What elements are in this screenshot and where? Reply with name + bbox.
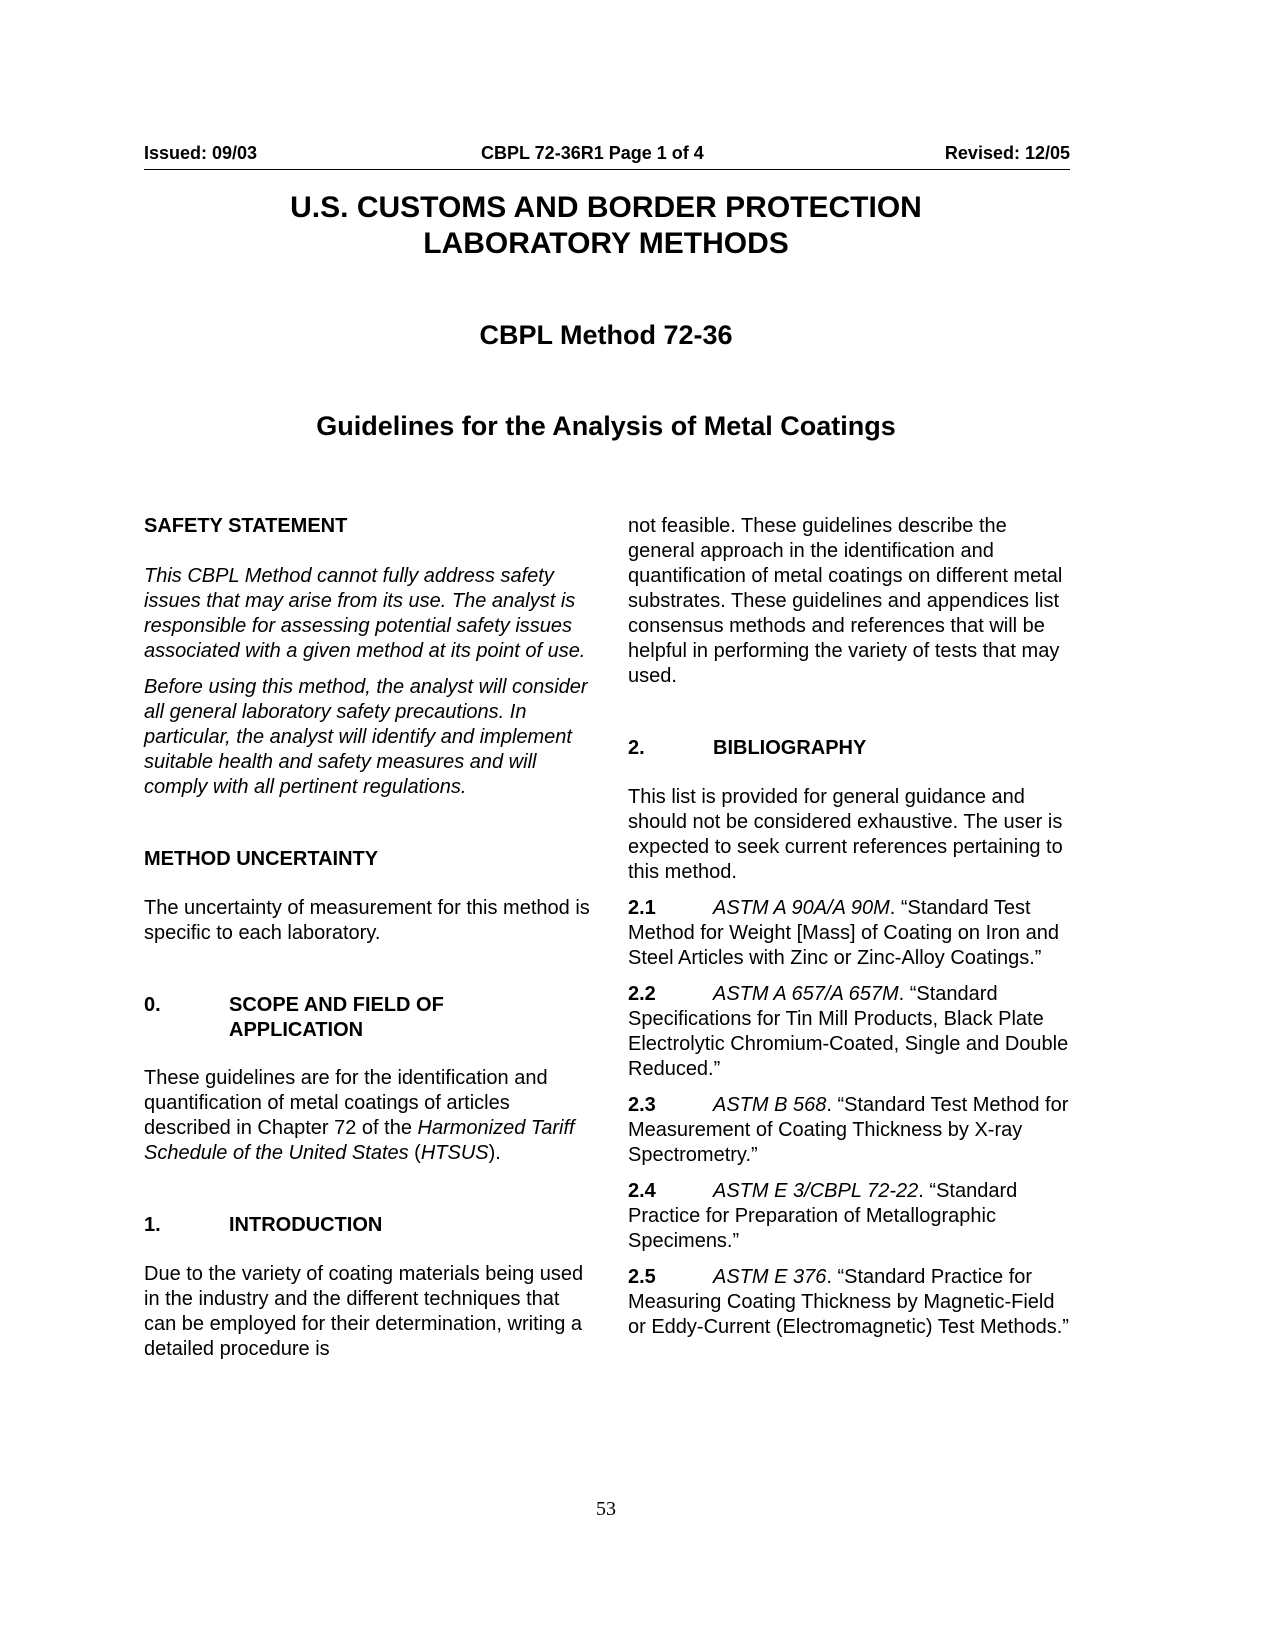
htsus-abbrev: HTSUS [420,1142,489,1164]
uncertainty-heading: METHOD UNCERTAINTY [144,848,379,870]
reference-item [628,1179,1073,1254]
reference-number: 2.1 [628,897,656,919]
method-title: CBPL Method 72-36 [479,320,733,350]
page-number: 53 [596,1498,616,1520]
series-title: LABORATORY METHODS [423,227,789,260]
safety-heading: SAFETY STATEMENT [144,515,348,537]
safety-paragraph-2: Before using this method, the analyst will consider all general laboratory safety precautions. In particular, the analyst will identify and implement suitable health and safety measures and will comply with all pertinent regulations. [144,676,588,798]
uncertainty-paragraph: The uncertainty of measurement for this method is specific to each laboratory. [144,897,590,944]
revised-date: Revised: 12/05 [944,143,1070,163]
reference-number: 2.4 [628,1180,656,1202]
scope-number: 0. [144,994,161,1016]
scope-heading-text: SCOPE AND FIELD OF APPLICATION [229,994,444,1041]
running-header [144,143,1070,170]
bibliography-paragraph: This list is provided for general guidance and should not be considered exhaustive. The user is expected to seek current references pertaining to this method. [628,786,1063,883]
reference-title: . “Standard Test Method for Measurement of Coating Thickness by X-ray Spectrometry.” [628,1094,1069,1166]
document-id: CBPL 72-36R1 Page 1 of 4 [481,143,704,163]
reference-item [628,982,1073,1082]
intro-heading [144,1213,594,1238]
reference-standard: ASTM A 657/A 657M [713,983,899,1005]
reference-standard: ASTM E 3/CBPL 72-22 [713,1180,919,1202]
right-column [628,514,1073,1340]
subject-title: Guidelines for the Analysis of Metal Coatings [316,411,896,441]
reference-standard: ASTM B 568 [713,1094,827,1116]
reference-number: 2.2 [628,983,656,1005]
issued-date: Issued: 09/03 [144,143,258,163]
scope-text: ( [408,1142,421,1164]
reference-title: . “Standard Practice for Preparation of Metallographic Specimens.” [628,1180,1018,1252]
scope-heading [144,993,594,1043]
reference-title: . “Standard Practice for Measuring Coating Thickness by Magnetic-Field or Eddy-Current (Electromagnetic) Test Methods.” [628,1266,1069,1338]
agency-title: U.S. CUSTOMS AND BORDER PROTECTION [290,191,922,224]
bibliography-heading [628,736,1073,761]
htsus-title: Harmonized Tariff Schedule of the United States [144,1117,575,1164]
reference-item [628,1265,1073,1340]
reference-item [628,1093,1073,1168]
intro-number: 1. [144,1214,161,1236]
scope-text: ). [488,1142,501,1164]
intro-heading-text: INTRODUCTION [229,1214,383,1236]
document-title [0,190,1212,262]
reference-number: 2.5 [628,1266,656,1288]
bibliography-number: 2. [628,737,645,759]
intro-continuation: not feasible. These guidelines describe the general approach in the identification and quantification of metal coatings on different metal substrates. These guidelines and appendices list consensus methods and references that will be helpful in performing the variety of tests that may used. [628,515,1063,687]
bibliography-heading-text: BIBLIOGRAPHY [713,737,867,759]
reference-item [628,896,1073,971]
reference-title: . “Standard Test Method for Weight [Mass] of Coating on Iron and Steel Articles with Zinc or Zinc-Alloy Coatings.” [628,897,1059,969]
left-column [144,514,594,1362]
intro-paragraph: Due to the variety of coating materials being used in the industry and the different techniques that can be employed for their determination, writing a detailed procedure is [144,1263,584,1360]
reference-number: 2.3 [628,1094,656,1116]
scope-paragraph [144,1066,594,1166]
safety-paragraph-1: This CBPL Method cannot fully address safety issues that may arise from its use. The analyst is responsible for assessing potential safety issues associated with a given method at its point of use. [144,565,586,662]
reference-title: . “Standard Specifications for Tin Mill Products, Black Plate Electrolytic Chromium-Coated, Single and Double Reduced.” [628,983,1069,1080]
reference-standard: ASTM A 90A/A 90M [713,897,890,919]
reference-standard: ASTM E 376 [713,1266,827,1288]
scope-text: These guidelines are for the identification and quantification of metal coatings of articles described in Chapter 72 of the [144,1067,548,1139]
